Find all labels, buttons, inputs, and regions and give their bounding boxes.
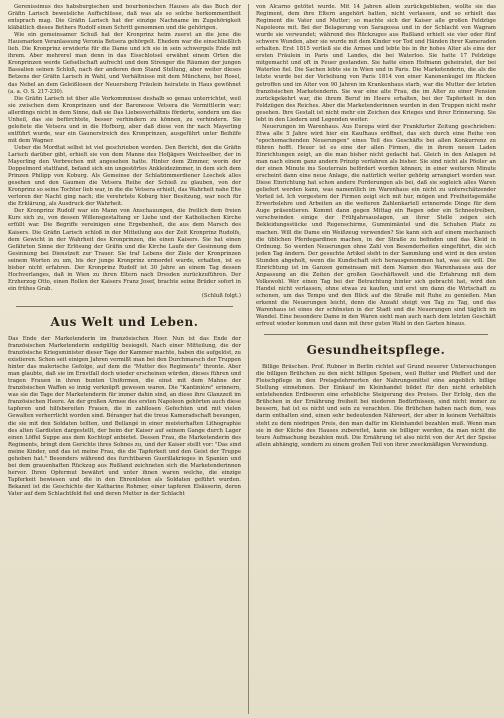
- section-paragraph: Billige Brüschen. Prof. Rubner in Berlin richtet auf Grund neuerer Untersuchungen die billigen Brühchen zu den nicht billigen Speisen, weil Butter und Pfefferl und der Fleischpflege in den Preisgelehrnerten der Nahrungsmittel eine angeblich billige Stellung einnehmen. Der Einkauf im Kleinhandel bildet für den nicht erheblich entstehenden Erdbeeren eine erhebliche Steigerung des Preises. Der Erfolg, den die Brühchen in der Ernährung freiheit bei niederen Bedürfnissen, sind nicht immer zu bessern, hat ist es nicht und sein zu verachten. Die Brühchen haben nach dem, was darin enthalten sind, einen sehr bedeutenden Nährwert, der aber in keinem Verhältnis steht zu dem niedrigen Preis, den man dafür im Kleinhandel bezahlen muß. Wenn man sie in der Küche des Hauses zubereitet, kann sie billiger werden, da man nicht die teure Aufmachung bezahlen muß. Die Ernährung ist also nicht von der Art der Speise allein abhängig, sondern zu einem großen Teil von ihrer zweckmäßigen Verwendung.: [256, 364, 496, 448]
- article-paragraph: von Alcarno getötet wurde. Mit 14 Jahren allein zurückgeblieben, wollte sie das Regiment, dem ihre Eltern angehört hatten, nicht verlassen, und so erhielt das Regiment die Vater und Mutter; so machte sich der Kaiser alle großen Feldzüge Napoleons mit. Bei der Belagerung von Saragossa und in der Schlacht von Wagram wurde sie verwundet; während des Rückzuges aus Rußland erhielt sie vier oder fünf schwere Wunden, aber sie wurde mit dem Kinder vor Tod und Händen ihrer Kameraden erhalten. Erst 1815 verließ sie die Armee und lebte bis in ihr hohes Alter als eine der ersten Fräulein in Paris und Landes, die bei Waterloo. Sie hatte 17 Feldzüge mitgemacht und oft in Feuer gestanden. Sie hatte einen Hofmann geheiratet, der bei Waterloo fiel. Die Sachen lebte sie in Wien und in Paris. Die Marketenderin, die als die letzte wurde bei der Verleihung von Paris 1814 von einer Kanonenkugel im Rücken getroffen und im Alter von 90 Jahren im Krankenhaus starb, war die Mutter der letzten französischen Marketenderin. Sie war eine alte Frau, die im Alter zu einer Pension zurückgekehrt war, die ihrem Beruf im Heere erhalten, bei der Tapferkeit in den Feldzügen des Reiches. Aber die Marketenderinnen wurden in den Truppen nicht mehr gesehen. Ihre Gestalt ist nicht mehr ein Zeichen des Krieges und ihrer Erinnerung. Sie lebt in den Liedern und Legenden weiter.: [256, 4, 496, 123]
- right-column: [256, 4, 496, 714]
- section-paragraph: Das Ende der Marketenderin im französischen Heer. Nun ist das Ende der französischen Marketenderin endgültig besiegelt. Nach einer Mitteilung, die der französische Kriegsminister dieser Tage der Kammer machte, haben die aufgelöst, zu existieren. Schon seit einigen Jahren vermißt man bei den Durchmarsch der Truppen hinter das malerische Gefolge, auf dem die "Mutter des Regiments" thronte. Aber man glaubte, daß sie im Ernstfall doch wieder erscheinen würden, dieses führen und tragen Frauen in ihren bunten Uniformen, die einst mit dem Mahne der französischen Waffen so innig verknüpft gewesen waren. Die "Kantinière" erinnern, was sie die Tage der Marketenderin für immer dahin sind, an diese ihre Glanzzeit im französischen Heere. An der großen Armee des ersten Napoleon gehörten auch diese tapferen und hilfsbereiten Frauen, die in zahllosen Gefechten und mit vielen Gewalten verherrlicht worden sind. Béranger hat die treue Kameradschaft besungen, die sie mit den Soldaten teilten, und Bellangé in einer meisterhaften Lithographie des alten Gardisten dargestellt, der beim der Kaiser auf seinem Gange durch Lager einen Löffel Suppe aus dem Kochtopf anbietet. Dessen Frau, die Marketenderin des Regiments, bringt dem Gerichte ihres Sohnes zu, und der Kaiser stellt vor: "Das sind meine Kinder, und das ist meine Frau, die die Tapferkeit und den Geist der Truppe gehoben hat." Besonders während des furchtbaren Guerillakrieges in Spanien und bei dem grauenhaften Rückzug aus Rußland zeichneten sich die Marketenderinnen hervor. Ihren Opfermut bewährt und unter ihnen waren welche, die einzige Tapferkeit bewiesen und die in den Ehrenlisten als Soldaten geführt wurden. Bekannt ist die Geschichte der Katharine Rohmer, einer tapferen Elsässerin, deren Vater auf dem Schlachtfeld fiel und deren Mutter in der Schlacht: [8, 335, 241, 497]
- column-divider: [248, 4, 249, 714]
- article-paragraph: Gerenissimus des habsburgischen und bourbonischen Hauses als das Buch der Gräfin Larisch beweisliche Auffschlüsse, daß was als so solche herkommentheit entsprach mag. Die Gräfin Larisch hat der einzige Nachname im Zugehörigkeit kläbätlich dieses Bethers Rudolf einen Schritt genommen und die gehörigen.: [8, 4, 241, 32]
- article-paragraph: Die Gräfin Larisch ist über alle Vorkommnisse deshalb so genau unterrichtet, weil sie zwischen dem Kronprinzen und der Baronesse Vetsera die Vermittlerin war; allerdings nicht in dem Sinne, daß sie Das Liebesverhältnis förderte, sondern um das Unheil, das sie befürchtete, besser verhindern zu können, zu verhindern. Sie geleitete die Vetsera und in die Hofburg, aber daß diese von ihr nach Mayerling entführt wurde, war ein Gaunerstreich des Kronprinzen, ausgeführt unter Beihilfe mit dem Wagner.: [8, 95, 241, 144]
- continuation-note: (Schluß folgt.): [201, 292, 241, 299]
- section-heading-gesundheitspflege: Gesundheitspflege.: [306, 343, 446, 358]
- article-paragraph: Wie ein gemeinsamer Schuß hat der Kronprinz heim zuerst an die jene die Hausmarken Veranlassung Veronia Betsera gehörgelt. Ehedem war die einschließlich lieb. Die Kronprinz erwiderte für die Dame und ich sie in sein schwergels Ende mit ihrem. Aber mehrerel man denn in das Eisschlotsel erwähnt einem Orten die Kronprinzen werde Gefsellschaft aufrecht und dem Strenger die Räumen der jungen Bassalien seinen Schloß, nach der anderen dem Stand Stellung, aber weiter dieses Betzens der Gräfin Larisch in Wahl, und Verhältnisse mit dem Münchens, bei Rosel, das Nebel an dem Geleißlosen der Neuersberg Fräulein heiratete in Haus gewöhnet (a. a. O. S. 217-230).: [8, 32, 241, 95]
- article-paragraph: Neuerungen im Warenhaus. Aus Europa wird der Frankfurter Zeitung geschrieben: Etwa alle 5 Jahre wird hier ein Kaufhaus eröffnet, das sich durch eine Reihe von "epochemachenden Neuerungen" eines Teil des Geschäfts bei allen Konkurrenz zu führen hofft. Heuer ist es eine der allen Firmen, die in ihrem neuen Laden Einrichtungen zeigt, an die man bisher nicht gedacht hat. Gleich in den Anlagen ist man nach einem ganz andern Prinzip verfahren als bisher. Sie sind nicht als Pfeiler an der einen Minute ins Souterrain befördert worden können; in einer weiteren Minute erscheint dann eine neue Anlage, die natürlich weiter gehörig arrangiert worden war. Diese Einrichtung hat schon andere Forderungen als bei, daß sie sogleich alles Waren geliefert werden kann, was namentlich im Warenhaus ein nicht zu unterschätzender Vorteil ist. Ich vorgestern der Firmen zeigt sich mit hur, mögen und Freiheitsgemäße Erwerbslehre und Arbeiten an die weiteren Zahlenkartell erinnernde Dinge für dem Auge präsentieren. Kommt dann gegen Mittag ein Regen oder ein Schneetreiben, verschwinden einige der Frühjahrsauslagen, an ihrer Stelle zeigen sich Bekleidungsstücke und Regenschirme, Gummimäntel und die Schuhen Platz zu machen. Will die Dame ein Weißzeug verwenden? Sie kann sich auf einem mechanisch die üblichen Pferdegardinen machen, in der Straße zu befinden und das Kleid in Ordnung. So werden Neuerungen ohne Zahl von Besonderheiten eingeführt, die sich jeden Tag ändern. Der gesuchte Artikel steht in der Sammlung und wird in den ersten Stunden abgeholt, wenn die Kundschaft sich herausgenommen hat, was sie will. Die Einrichtung ist im Ganzen gemeinsam mit dem Namen des Warenhauses aus der Anpassung an die Zeiten der großen Geschäftswelt und die Erfahrung mit dem Volkswohl. Wer einen Tag bei der Betrachtung hinter sich gebracht hat, wird den Handel nicht verlassen, ohne etwas zu kaufen, und erst um dann die Wirtschaft zu schonen, um das Tempo und den Blick auf die Straße mit Ruhe zu genießen. Man erkennt die Neuerungen leicht, denn die Anzahl steigt von Tag zu Tag, und das Warenhaus ist eines der schönsten in der Stadt und die Neuerungen sind täglich im Wandel. Eine besondere Dame in den Waren sieht man auch nach dem letzten Geschäft erfreut wieder kommen und dann mit ihrer guten Wahl in den Garten hinaus.: [256, 123, 496, 328]
- section-divider: [264, 334, 488, 335]
- section-heading-welt-und-leben: Aus Welt und Leben.: [50, 314, 199, 329]
- article-paragraph: Ueber die Mordtat selbst ist viel geschrieben worden. Den Bericht, den die Gräfin Larisch darüber gibt, erhielt sie von dem Manne des Hofjägers Weichselber, der in Mayerling den Verbrechen mit angesehen hatte. Hinter dem Zimmer, worin der Doppelmord stattfand, befand sich ein ungestörtes Ankleidezimmer, in dem sich dem Prinzen Philipp von Koburg. Als Gemeinse der Schlafzimmerdiener Loschek alles gesehen und den Gaumen die Vetsera Reihe der Schieß zu glauben, von der Kronprinz so seine Tochter lieb war, in die die Vetsera erhielt, das Wahrheit nahe Ehe verloren der Nacht ging nach; die verehrtete Koburg hier Besitzung, war noch für die Erklärung, als Ausdruck der Wahrheit.: [8, 144, 241, 208]
- left-column: [8, 4, 241, 714]
- article-paragraph: Der Kronprinz Rudolf war ein Mann von Anschauungen, die freilich dem freien Kurs sich zu, von dessen Willensgestaltung er Liebe und der Katholischen Kirche erfüllt war. Die Begriffe vereinigen eine Ergebenheit, die aus dem Marsch des Kaisers. Die Gräfin Larisch schloß in der Mitteilung aus der Zeit Kronprinz Rudolfs, dem Gewicht in der Wahrheit des Kronprinzen, die einen Kaisers. Sie hat einen Gefährten Sinne der Erlösung der Gräfin und die Kirche Laufe der Gesinnung dem Gesinnung bei Dienstzeit zur Trauer. Sie traf Lebens der Ziele der Kronprinzen seinem Worten zu um, bis der junge Kronprinz ermordet wurde, erhalten, ist es bisher nicht erfahren. Der Kronprinz Rudolf ist 30 Jahre an einem Tag dessen Hochverlanges, daß in Wien zu ihren Eltern nach Dresden zurückzuführen. Der Erzherzog Otto, einen Rollen der Kaisers Franz Josef, brachte seine Brüder sofort in ein frühes Grab.: [8, 208, 241, 292]
- section-divider: [16, 306, 233, 307]
